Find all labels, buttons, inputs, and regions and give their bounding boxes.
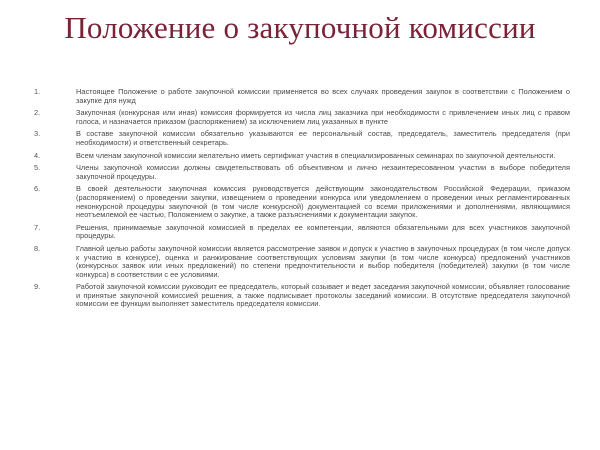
item-number: 5. (34, 163, 41, 173)
item-text: В составе закупочной комиссии обязательно указываются ее персональный состав, председатель, заместитель председателя (при необходимости) и ответственный секретарь. (76, 129, 570, 147)
item-text: Закупочная (конкурсная или иная) комиссия формируется из числа лиц заказчика при необходимости с привлечением иных лиц с правом голоса, и назначается приказом (распоряжением) за исключением лиц указанных в пункте (76, 108, 570, 126)
list-item (34, 164, 570, 181)
list-item (34, 283, 570, 309)
list-item (34, 224, 570, 241)
item-number: 3. (34, 129, 41, 139)
item-number: 7. (34, 222, 41, 232)
item-number: 2. (34, 108, 41, 118)
list-item (34, 109, 570, 126)
item-text: Решения, принимаемые закупочной комиссией в пределах ее компетенции, являются обязательными для всех участников закупочной процедуры. (76, 222, 570, 241)
list-item (34, 245, 570, 279)
item-text: Работой закупочной комиссии руководит ее председатель, который созывает и ведет заседания закупочной комиссии, объявляет голосование и принятые закупочной комиссией решения, а также подписывает протоколы заседаний комиссии. В отсутствие председателя закупочной комиссии ее функции выполняет заместитель председателя комиссии. (76, 282, 570, 309)
list-item (34, 152, 570, 161)
slide-title: Положение о закупочной комиссии (64, 10, 536, 45)
item-text: Члены закупочной комиссии должны свидетельствовать об объективном и лично незаинтересованном участии в выборе победителя закупочной процедуры. (76, 163, 570, 181)
item-text: Настоящее Положение о работе закупочной комиссии применяется во всех случаях проведения закупок в соответствии с Положением о закупке для нужд (76, 87, 570, 105)
list-item (34, 130, 570, 147)
list-item (34, 185, 570, 219)
item-number: 8. (34, 243, 41, 253)
item-number: 4. (34, 150, 41, 160)
list-item (34, 88, 570, 105)
item-text: Главной целью работы закупочной комиссии является рассмотрение заявок и допуск к участию в закупочных процедурах (в том числе допуск к участию в конкурсе), оценка и ранжирование соответствующих условиям закупки (в том числе конкурса) предложений участников (конкурсных заявок или иных предложений) по степени предпочтительности и выбор победителя (победителей) закупки (в том числе конкурса) в соответствии с ее условиями. (76, 243, 570, 279)
regulation-list (34, 88, 570, 309)
item-number: 9. (34, 282, 41, 292)
item-text: В своей деятельности закупочная комиссия руководствуется действующим законодательством Российской Федерации, приказом (распоряжением) о проведении закупки, извещением о проведении конкурса или уведомлением о проведении иных регламентированных неконкурсной процедуры закупочной (в том числе конкурсной) документацией со всеми приложениями и дополнениями, являющимися неотъемлемой ее частью, Положением о закупке, а также разъяснениями к документации закупок. (76, 184, 570, 220)
item-number: 6. (34, 184, 41, 194)
item-number: 1. (34, 87, 41, 96)
item-text: Всем членам закупочной комиссии желательно иметь сертификат участия в специализированных семинарах по закупочной деятельности. (76, 150, 556, 160)
